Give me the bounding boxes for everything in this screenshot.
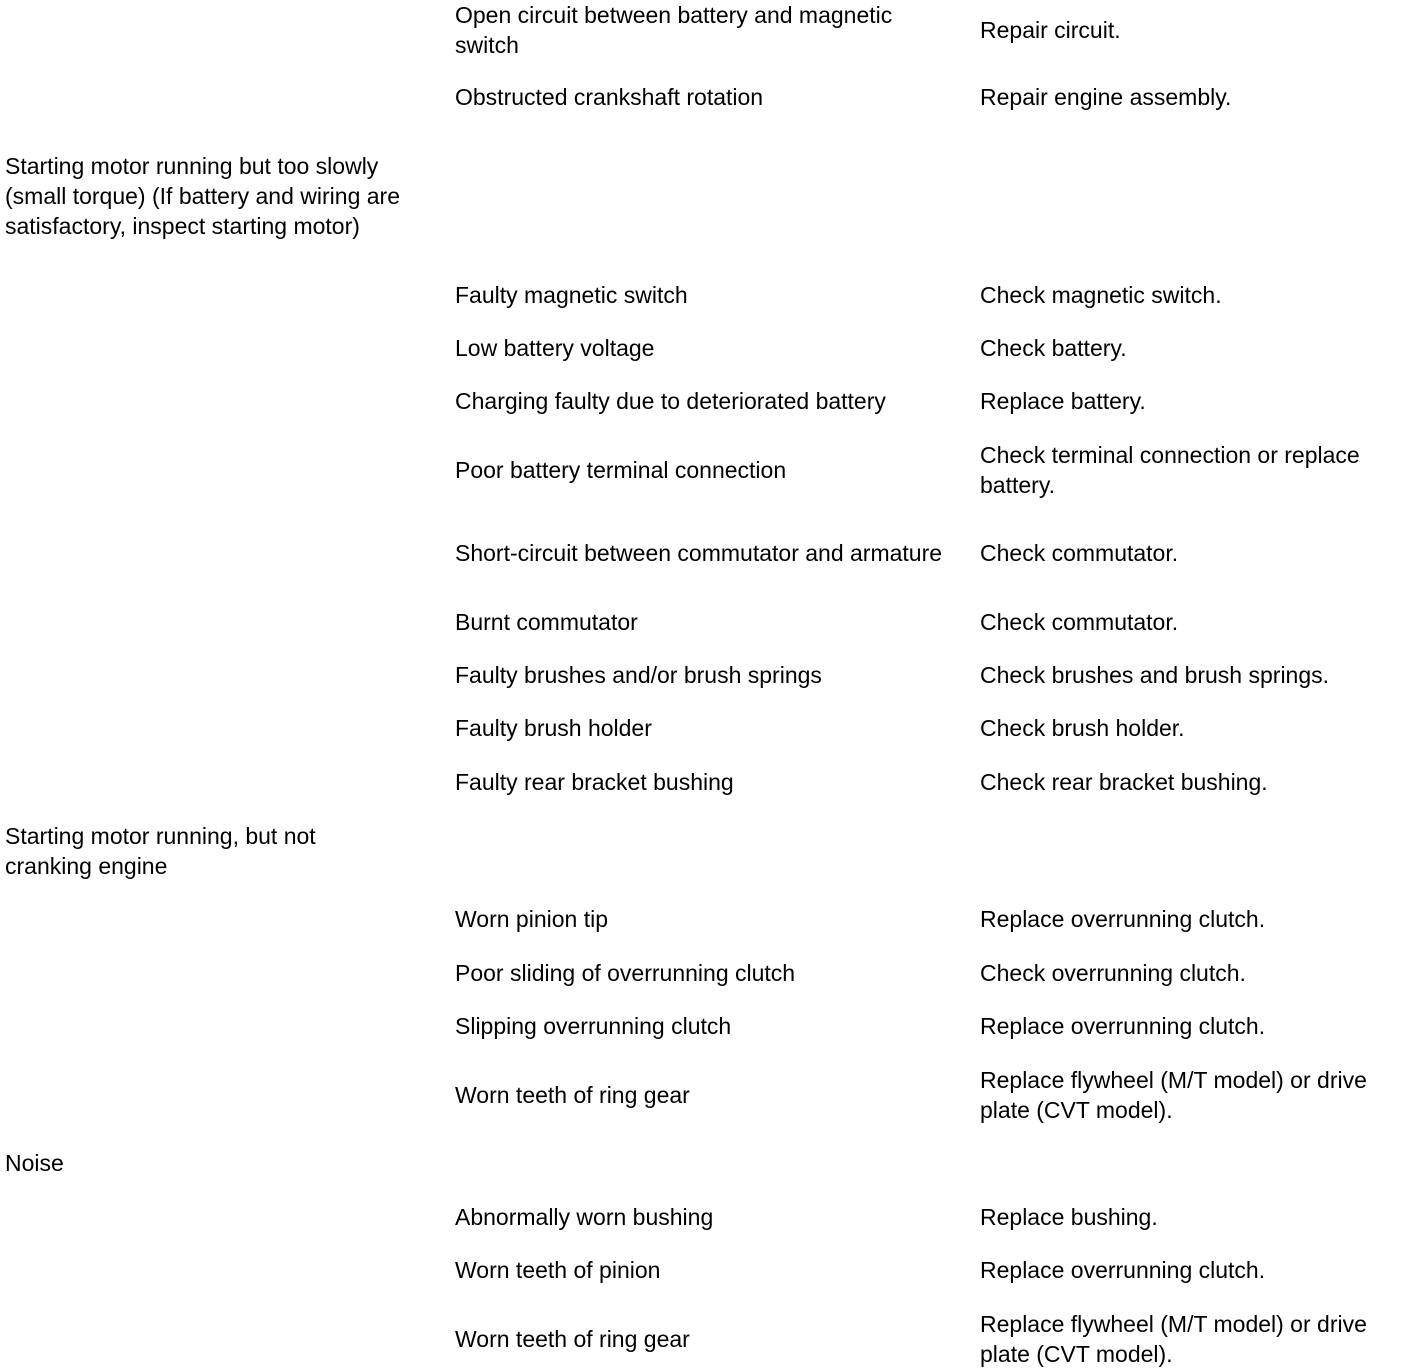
symptom-cell: Starting motor running, but not cranking engine — [5, 823, 316, 879]
symptom-cell: Starting motor running but too slowly (small torque) (If battery and wiring are satisfactory, inspect starting motor) — [5, 153, 400, 239]
table-row — [0, 82, 1408, 112]
table-row — [0, 904, 1408, 934]
table-row — [0, 333, 1408, 363]
remedy-cell: Replace bushing. — [980, 1204, 1158, 1230]
table-row — [0, 523, 1408, 583]
cause-cell: Worn teeth of ring gear — [455, 1326, 690, 1352]
remedy-cell: Check terminal connection or replace battery. — [980, 442, 1360, 498]
remedy-cell: Check overrunning clutch. — [980, 960, 1246, 986]
cause-cell: Worn teeth of ring gear — [455, 1082, 690, 1108]
table-row — [0, 386, 1408, 416]
remedy-cell: Check battery. — [980, 335, 1127, 361]
table-row — [0, 1065, 1408, 1125]
remedy-cell: Check rear bracket bushing. — [980, 769, 1268, 795]
cause-cell: Charging faulty due to deteriorated battery — [455, 388, 886, 414]
remedy-cell: Replace flywheel (M/T model) or drive plate (CVT model). — [980, 1067, 1367, 1123]
symptom-cell: Noise — [5, 1150, 64, 1176]
cause-cell: Short-circuit between commutator and armature — [455, 540, 943, 566]
remedy-cell: Replace overrunning clutch. — [980, 1257, 1266, 1283]
remedy-cell: Replace battery. — [980, 388, 1146, 414]
cause-cell: Faulty brush holder — [455, 715, 652, 741]
remedy-cell: Repair engine assembly. — [980, 84, 1232, 110]
cause-cell: Obstructed crankshaft rotation — [455, 84, 764, 110]
cause-cell: Open circuit between battery and magnetic switch — [455, 2, 893, 58]
cause-cell: Worn teeth of pinion — [455, 1257, 661, 1283]
cause-cell: Slipping overrunning clutch — [455, 1013, 732, 1039]
table-row — [0, 1011, 1408, 1041]
table-row — [0, 1309, 1408, 1369]
remedy-cell: Check commutator. — [980, 609, 1179, 635]
table-row — [0, 280, 1408, 310]
remedy-cell: Check commutator. — [980, 540, 1179, 566]
remedy-cell: Replace flywheel (M/T model) or drive plate (CVT model). — [980, 1311, 1367, 1367]
cause-cell: Faulty magnetic switch — [455, 282, 688, 308]
table-row — [0, 1255, 1408, 1285]
symptom-row — [0, 136, 1408, 256]
table-row — [0, 0, 1408, 60]
table-row — [0, 1202, 1408, 1232]
table-row — [0, 713, 1408, 743]
remedy-cell: Check brush holder. — [980, 715, 1185, 741]
table-row — [0, 660, 1408, 690]
cause-cell: Poor battery terminal connection — [455, 457, 787, 483]
remedy-cell: Replace overrunning clutch. — [980, 1013, 1266, 1039]
table-row — [0, 440, 1408, 500]
remedy-cell: Replace overrunning clutch. — [980, 906, 1266, 932]
symptom-row — [0, 1148, 1408, 1178]
remedy-cell: Check brushes and brush springs. — [980, 662, 1330, 688]
symptom-row — [0, 821, 1408, 881]
cause-cell: Burnt commutator — [455, 609, 638, 635]
cause-cell: Low battery voltage — [455, 335, 655, 361]
cause-cell: Worn pinion tip — [455, 906, 608, 932]
cause-cell: Faulty rear bracket bushing — [455, 769, 734, 795]
table-row — [0, 767, 1408, 797]
table-row — [0, 958, 1408, 988]
cause-cell: Faulty brushes and/or brush springs — [455, 662, 822, 688]
cause-cell: Poor sliding of overrunning clutch — [455, 960, 796, 986]
cause-cell: Abnormally worn bushing — [455, 1204, 714, 1230]
remedy-cell: Check magnetic switch. — [980, 282, 1222, 308]
remedy-cell: Repair circuit. — [980, 17, 1121, 43]
table-row — [0, 607, 1408, 637]
